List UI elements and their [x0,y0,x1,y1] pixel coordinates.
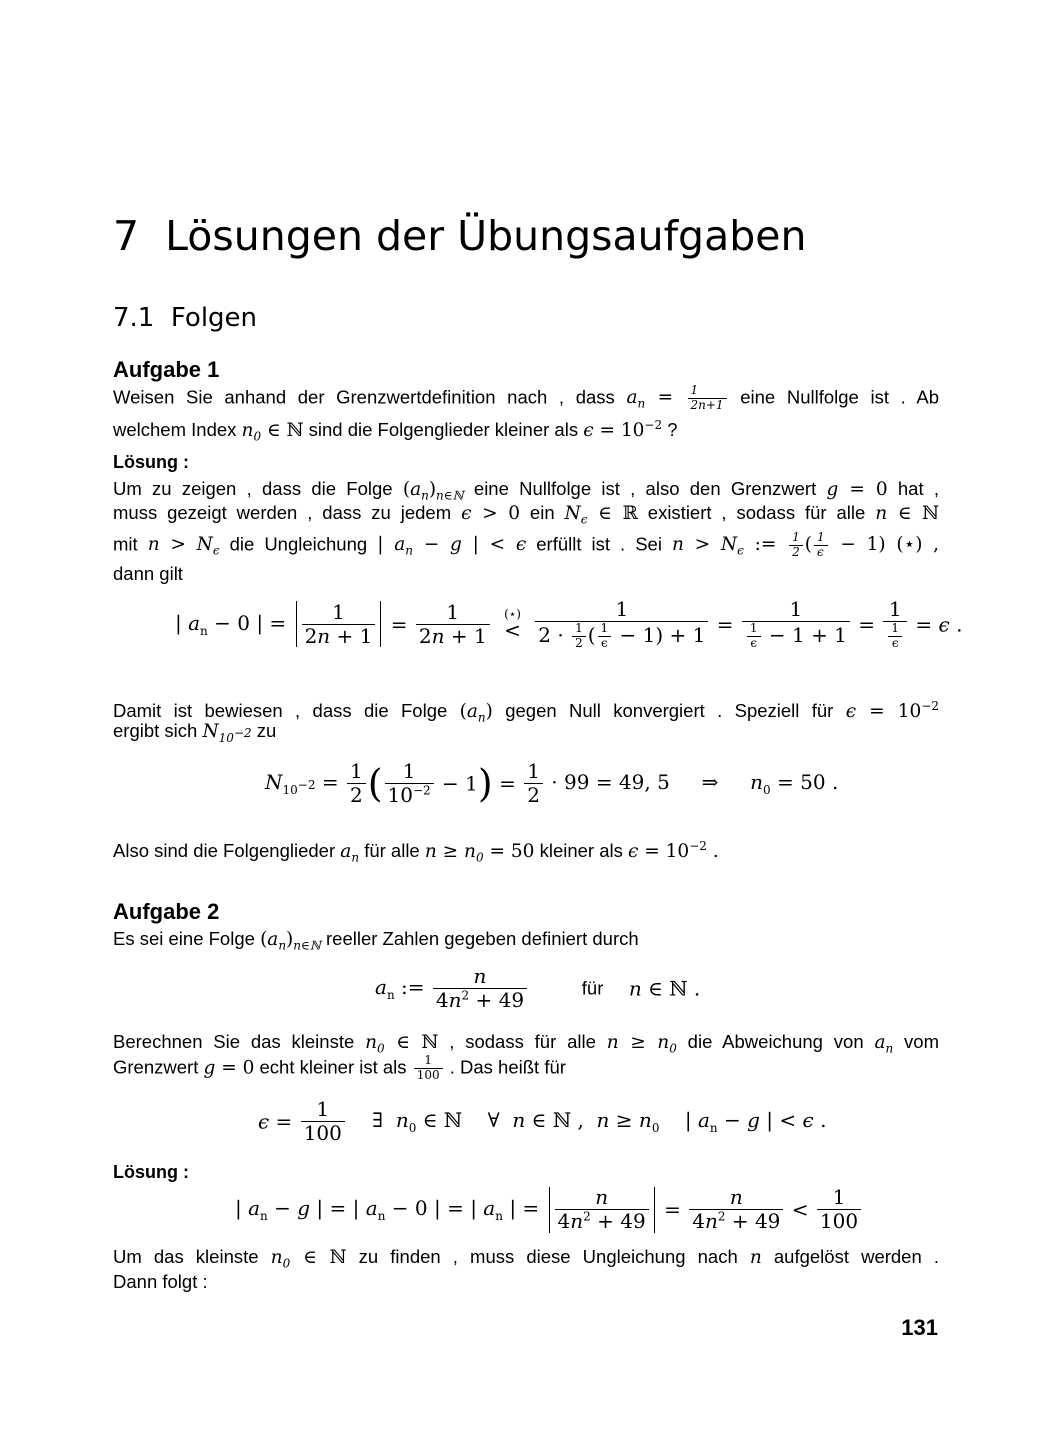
chapter-title [113,212,806,260]
math-n0-2: $n_0$ ∈ ℕ [365,1032,439,1056]
math-N-10-2: $N_{10^{-2}}$ [202,721,252,745]
math-an-2: $a_n$ [874,1032,894,1056]
section-title-text: Folgen [170,303,258,333]
math-an-paren: $(a_n)$ [459,701,493,725]
text-also [113,834,939,870]
math-1-100: $\frac{1}{100}$ [412,1057,445,1078]
text-fuer: für [581,977,604,999]
text: , sodass für alle [449,1031,596,1052]
text: Grenzwert [113,1056,199,1078]
loesung-label-1: Lösung : [113,452,189,472]
text: Es sei eine Folge [113,928,255,949]
chapter-title-text: Lösungen der Übungsaufgaben [165,212,807,260]
text: vom [904,1031,939,1052]
text: sind die Folgenglieder kleiner als [308,419,579,441]
math-eps-pos: ϵ > 0 [461,503,520,524]
math-ineq: | $a_n - g$ | < ϵ [377,534,527,558]
aufgabe-2-line-3 [113,1054,939,1083]
text: Also sind die Folgenglieder [113,840,336,862]
text: gegen Null konvergiert . Speziell für [505,700,834,722]
math-an: $a_n$ [340,841,360,865]
text: ein [529,502,555,523]
text: muss gezeigt werden , dass zu jedem [113,502,452,523]
text: Berechnen Sie das kleinste [113,1031,355,1052]
chapter-number: 7 [113,212,140,260]
text: Weisen Sie anhand der Grenzwertdefinition nach , dass [113,386,615,408]
text: ergibt sich [113,720,198,741]
math-n-ge-n0: $n \ge n_0 = 50$ [424,841,535,865]
math-n: n [749,1247,762,1268]
aufgabe-1-line-1 [113,384,939,416]
text: echt kleiner ist als [259,1056,407,1078]
math-Neps: $N_\epsilon$ ∈ ℝ [564,503,638,527]
text: . Das heißt für [449,1056,566,1078]
text: zu [256,720,277,741]
text: für alle [364,840,420,862]
text: kleiner als [539,840,623,862]
text: zu finden , muss diese Ungleichung nach [358,1246,738,1267]
aufgabe-2-line-1 [113,927,939,958]
loesung-1-line-3 [113,531,939,563]
text-bewiesen-line-2 [113,719,939,750]
math-eps: $\epsilon = 10^{-2}$ [583,418,663,442]
equation-1: | $a_n - 0$ | = $\frac{1}{2n + 1}$ = $\frac{1}{2n + 1}$ (⋆) < 1 2 · $\frac{1}{2}$ ( $\frac{1}{\epsilon}$ − 1) + 1 = 1 $\frac{1}{\epsilon}$ − 1 + 1 = $\frac{1}{\frac{1}{\epsilon}}$ = ϵ . [175,597,963,650]
section-number: 7.1 [113,303,155,333]
aufgabe-2-heading: Aufgabe 2 [113,899,220,924]
text-kleinste-line-2: Dann folgt : [113,1271,208,1292]
text: die Abweichung von [687,1031,864,1052]
text: eine Nullfolge ist , also den Grenzwert [473,478,817,499]
text: Damit ist bewiesen , dass die Folge [113,700,448,722]
section-title [113,303,257,333]
loesung-1-line-2 [113,501,939,532]
text: Um das kleinste [113,1246,259,1267]
math-seq-2: $(a_n)_{n\in ℕ}$ [260,929,321,953]
text: mit [113,533,138,555]
math-n-ge-n0-2: $n \ge n_0$ [606,1032,677,1056]
math-g0: g = 0 [826,479,888,500]
math-eps-final: $\epsilon = 10^{-2}$ . [628,839,719,863]
math-g0-2: g = 0 [203,1057,255,1079]
loesung-1-line-4: dann gilt [113,563,183,584]
text: existiert , sodass für alle [647,502,866,523]
loesung-label-2: Lösung : [113,1162,189,1182]
math-seq: $(a_n)_{n\in ℕ}$ [402,479,464,503]
text: welchem Index [113,419,237,441]
aufgabe-1-line-2 [113,413,939,449]
text: aufgelöst werden . [773,1246,939,1267]
equation-4: ϵ = $\frac{1}{100}$ ∃ $n_0$ ∈ ℕ ∀ n ∈ ℕ , $n \ge n_0$ | $a_n - g$ | < ϵ . [258,1097,827,1145]
page-number: 131 [901,1315,938,1340]
equation-3: $a_n$ := $\frac{n}{4n^2 + 49}$ für n ∈ ℕ . [375,964,701,1012]
aufgabe-1-heading: Aufgabe 1 [113,357,220,382]
math-n-gt-N: $n > N_\epsilon$ [147,534,220,558]
equation-2: $N_{10^{-2}}$ = $\frac{1}{2}$ ( $\frac{1}{10^{-2}}$ − 1) = $\frac{1}{2}$ · 99 = 49, 5 ⇒ $n_0 = 50$ . [265,759,839,807]
math-an-def: $a_n$ = $\frac{1}{2n+1}$ [626,387,728,408]
text: reeller Zahlen gegeben definiert durch [326,928,639,949]
text: erfüllt ist . Sei [536,533,662,555]
math-n0: $n_0$ ∈ ℕ [241,420,304,444]
text: die Ungleichung [229,533,368,555]
text: ? [667,419,678,441]
equation-5: | $a_n - g$ | = | $a_n - 0$ | = | $a_n$ | = $\frac{n}{4n^2 + 49}$ = $\frac{n}{4n^2 + 49}$ < $\frac{1}{100}$ [235,1186,863,1233]
math-n0-3: $n_0$ ∈ ℕ [270,1247,347,1271]
math-star-def: $n > N_\epsilon$ := $\frac{1}{2}$ ( $\frac{1}{\epsilon}$ − 1) (⋆) , [671,530,940,559]
text: eine Nullfolge ist . Ab [740,386,940,408]
text: hat , [897,478,940,499]
math-n-in-N: n ∈ ℕ [875,503,940,524]
math-eps-val: $\epsilon = 10^{-2}$ [845,699,940,723]
text: Um zu zeigen , dass die Folge [113,478,393,499]
